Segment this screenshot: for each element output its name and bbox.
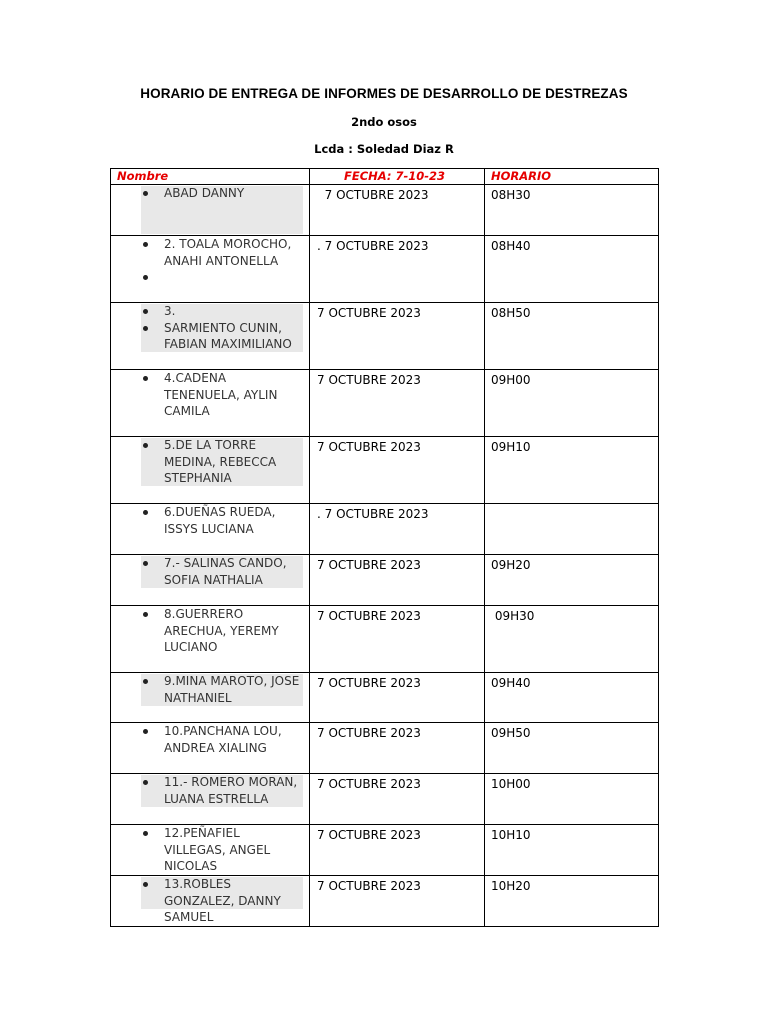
student-name: 3. bbox=[111, 303, 309, 320]
teacher-name: Lcda : Soledad Diaz R bbox=[314, 142, 454, 156]
delivery-date: 7 OCTUBRE 2023 bbox=[310, 555, 485, 606]
table-row bbox=[111, 825, 659, 876]
student-name-list bbox=[111, 236, 309, 285]
table-row bbox=[111, 606, 659, 673]
student-name-cell bbox=[111, 606, 310, 673]
student-name-cell bbox=[111, 303, 310, 370]
delivery-date: 7 OCTUBRE 2023 bbox=[310, 825, 485, 876]
student-name: 6.DUEÑAS RUEDA, ISSYS LUCIANA bbox=[111, 504, 309, 537]
delivery-time: 09H50 bbox=[485, 723, 659, 774]
delivery-date: 7 OCTUBRE 2023 bbox=[310, 673, 485, 723]
table-row bbox=[111, 370, 659, 437]
student-name: 5.DE LA TORRE MEDINA, REBECCA STEPHANIA bbox=[111, 437, 309, 487]
delivery-time: 10H10 bbox=[485, 825, 659, 876]
student-name-cell bbox=[111, 723, 310, 774]
delivery-date: 7 OCTUBRE 2023 bbox=[310, 876, 485, 927]
student-name-list bbox=[111, 555, 309, 588]
table-row bbox=[111, 723, 659, 774]
header-time: HORARIO bbox=[485, 169, 659, 185]
student-name: SARMIENTO CUNIN, FABIAN MAXIMILIANO bbox=[111, 320, 309, 353]
delivery-date: 7 OCTUBRE 2023 bbox=[310, 437, 485, 504]
student-name-cell bbox=[111, 673, 310, 723]
student-name: 7.- SALINAS CANDO, SOFIA NATHALIA bbox=[111, 555, 309, 588]
student-name-cell bbox=[111, 185, 310, 236]
student-name-list bbox=[111, 185, 309, 202]
delivery-date: 7 OCTUBRE 2023 bbox=[310, 185, 485, 236]
delivery-time: 10H20 bbox=[485, 876, 659, 927]
table-row bbox=[111, 185, 659, 236]
table-row bbox=[111, 555, 659, 606]
student-name-cell bbox=[111, 504, 310, 555]
table-row bbox=[111, 303, 659, 370]
table-row bbox=[111, 774, 659, 825]
delivery-time: 09H10 bbox=[485, 437, 659, 504]
delivery-date: . 7 OCTUBRE 2023 bbox=[310, 504, 485, 555]
delivery-time: 09H20 bbox=[485, 555, 659, 606]
student-name-list bbox=[111, 437, 309, 487]
table-row bbox=[111, 504, 659, 555]
table-row bbox=[111, 876, 659, 927]
header-name: Nombre bbox=[111, 169, 310, 185]
delivery-time: 09H00 bbox=[485, 370, 659, 437]
student-name: 11.- ROMERO MORAN, LUANA ESTRELLA bbox=[111, 774, 309, 807]
student-name-list bbox=[111, 673, 309, 706]
delivery-time: 09H40 bbox=[485, 673, 659, 723]
student-name-list bbox=[111, 303, 309, 353]
delivery-date: 7 OCTUBRE 2023 bbox=[310, 723, 485, 774]
student-name-list bbox=[111, 774, 309, 807]
header-date: FECHA: 7-10-23 bbox=[310, 169, 485, 185]
delivery-time: 08H40 bbox=[485, 236, 659, 303]
delivery-time: 08H50 bbox=[485, 303, 659, 370]
student-name: 4.CADENA TENENUELA, AYLIN CAMILA bbox=[111, 370, 309, 420]
student-name-cell bbox=[111, 825, 310, 876]
student-name-cell bbox=[111, 437, 310, 504]
student-name bbox=[111, 269, 309, 285]
delivery-time bbox=[485, 504, 659, 555]
delivery-date: 7 OCTUBRE 2023 bbox=[310, 303, 485, 370]
student-name: 8.GUERRERO ARECHUA, YEREMY LUCIANO bbox=[111, 606, 309, 656]
table-header-row bbox=[111, 169, 659, 185]
student-name-cell bbox=[111, 876, 310, 927]
student-name-list bbox=[111, 825, 309, 875]
document-title: HORARIO DE ENTREGA DE INFORMES DE DESARROLLO DE DESTREZAS bbox=[140, 86, 628, 101]
student-name: 10.PANCHANA LOU, ANDREA XIALING bbox=[111, 723, 309, 756]
student-name-list bbox=[111, 723, 309, 756]
student-name: 13.ROBLES GONZALEZ, DANNY SAMUEL bbox=[111, 876, 309, 926]
delivery-date: . 7 OCTUBRE 2023 bbox=[310, 236, 485, 303]
delivery-time: 10H00 bbox=[485, 774, 659, 825]
student-name-list bbox=[111, 504, 309, 537]
student-name-list bbox=[111, 606, 309, 656]
student-name: 9.MINA MAROTO, JOSE NATHANIEL bbox=[111, 673, 309, 706]
student-name-list bbox=[111, 876, 309, 926]
student-name-cell bbox=[111, 370, 310, 437]
table-row bbox=[111, 437, 659, 504]
delivery-time: 09H30 bbox=[485, 606, 659, 673]
student-name: 12.PEÑAFIEL VILLEGAS, ANGEL NICOLAS bbox=[111, 825, 309, 875]
delivery-date: 7 OCTUBRE 2023 bbox=[310, 370, 485, 437]
student-name-list bbox=[111, 370, 309, 420]
class-name: 2ndo osos bbox=[351, 115, 417, 129]
student-name: 2. TOALA MOROCHO, ANAHI ANTONELLA bbox=[111, 236, 309, 269]
student-name: ABAD DANNY bbox=[111, 185, 309, 202]
schedule-table bbox=[110, 168, 659, 927]
delivery-date: 7 OCTUBRE 2023 bbox=[310, 606, 485, 673]
delivery-date: 7 OCTUBRE 2023 bbox=[310, 774, 485, 825]
student-name-cell bbox=[111, 774, 310, 825]
student-name-cell bbox=[111, 236, 310, 303]
student-name-cell bbox=[111, 555, 310, 606]
table-row bbox=[111, 673, 659, 723]
delivery-time: 08H30 bbox=[485, 185, 659, 236]
table-row bbox=[111, 236, 659, 303]
